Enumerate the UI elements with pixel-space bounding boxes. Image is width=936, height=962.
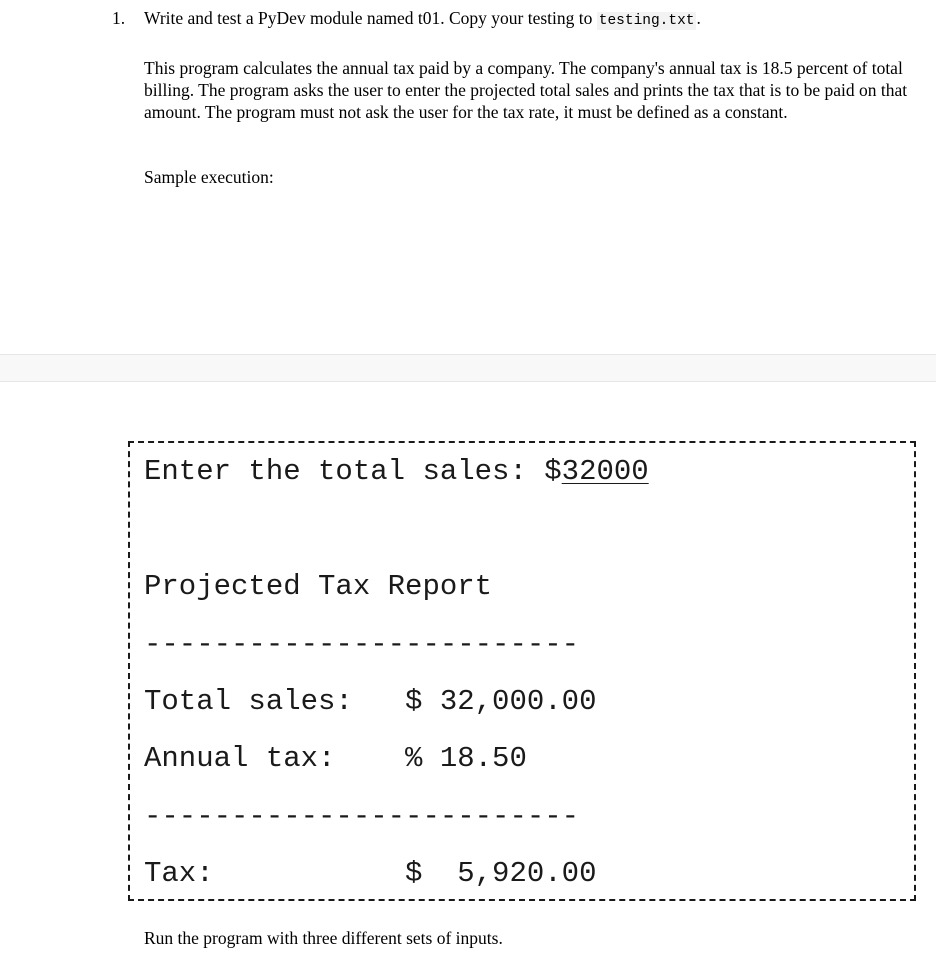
sample-execution-label: Sample execution: — [144, 167, 274, 187]
console-total-sales-row: Total sales: $ 32,000.00 — [144, 685, 597, 718]
question-text-before: Write and test a PyDev module named t01. Copy your testing to — [144, 8, 597, 28]
description-paragraph: This program calculates the annual tax paid by a company. The company's annual tax is 18.5 percent of total billing. The program asks the user to enter the projected total sales and prints the tax that is to be paid on that amount. The program must not ask the user for the tax rate, it must be defined as a constant. — [144, 58, 908, 122]
console-separator-bottom: ------------------------- — [144, 800, 580, 833]
question-text — [144, 7, 701, 32]
instructions-footer: Run the program with three different sets of inputs. — [144, 928, 503, 948]
console-report-title: Projected Tax Report — [144, 570, 493, 603]
console-annual-tax-row: Annual tax: % 18.50 — [144, 742, 527, 775]
console-user-input: 32000 — [561, 455, 649, 488]
question-text-after: . — [696, 8, 701, 28]
question-number: 1. — [112, 8, 126, 28]
console-prompt: Enter the total sales: $ — [144, 455, 562, 488]
console-tax-row: Tax: $ 5,920.00 — [144, 857, 597, 890]
sample-execution-console — [128, 441, 916, 901]
inline-code-filename: testing.txt — [598, 13, 695, 29]
section-divider — [0, 354, 936, 382]
console-prompt-line — [144, 455, 649, 489]
console-separator-top: ------------------------- — [144, 628, 580, 661]
